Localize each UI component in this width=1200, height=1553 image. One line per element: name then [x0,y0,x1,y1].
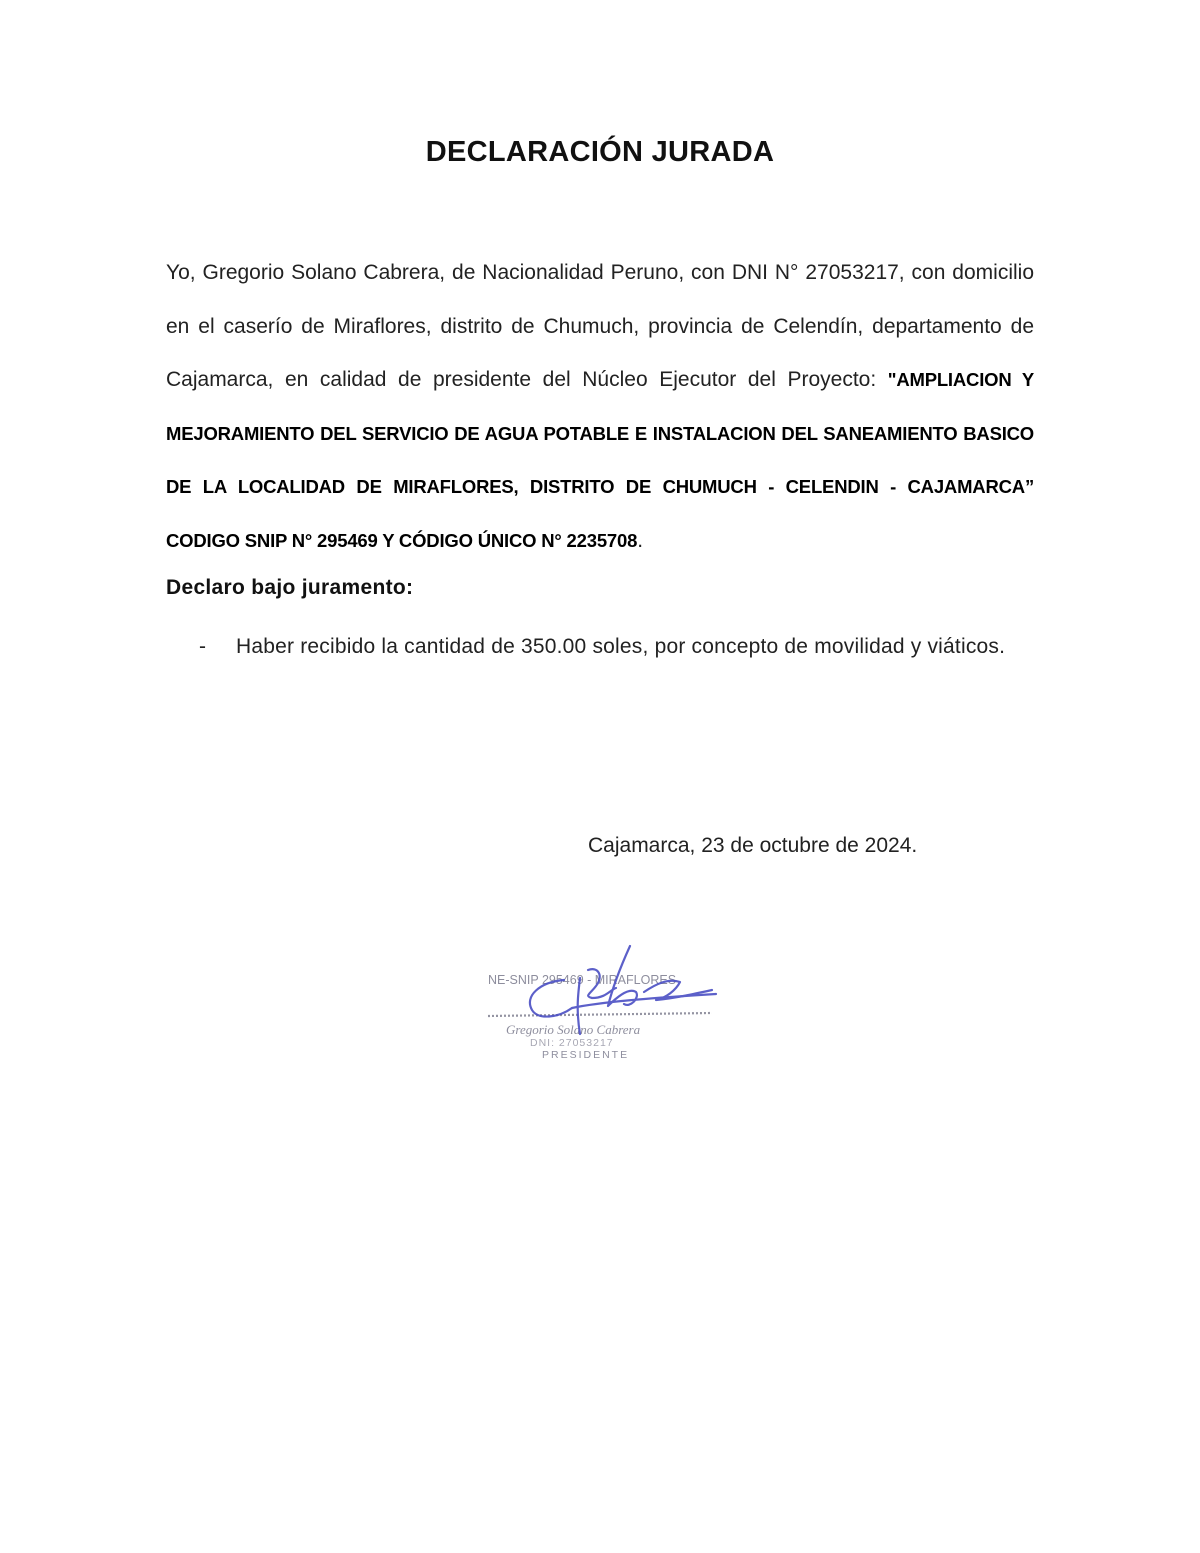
declaration-heading: Declaro bajo juramento: [166,576,414,599]
signature-stamp-icon [480,938,730,1068]
document-title: DECLARACIÓN JURADA [425,136,775,168]
list-item [166,620,1034,674]
list-bullet: - [199,635,206,658]
place-date: Cajamarca, 23 de octubre de 2024. [588,834,918,857]
project-name: "AMPLIACION Y MEJORAMIENTO DEL SERVICIO DE AGUA POTABLE E INSTALACION DEL SANEAMIENTO BASICO DE LA LOCALIDAD DE MIRAFLORES, DISTRITO DE CHUMUCH - CELENDIN - CAJAMARCA” CODIGO SNIP N° 295469 Y CÓDIGO ÚNICO N° 2235708 [166,369,1034,551]
stamp-role: PRESIDENTE [542,1049,630,1061]
paragraph-intro: Yo, Gregorio Solano Cabrera, de Nacionalidad Peruno, con DNI N° 27053217, con domicilio en el caserío de Miraflores, distrito de Chumuch, provincia de Celendín, departamento de Cajamarca, en calidad de presidente del Núcleo Ejecutor del Proyecto: [166,261,1034,391]
stamp-name: Gregorio Solano Cabrera [506,1022,641,1037]
paragraph-end: . [637,528,644,552]
stamp-dni: DNI: 27053217 [530,1037,614,1049]
signature-strokes [530,946,716,1034]
stamp-dotted-line [488,1013,712,1016]
stamp-line1: NE-SNIP 295469 - MIRAFLORES [488,973,677,987]
list-item-text: Haber recibido la cantidad de 350.00 soles, por concepto de movilidad y viáticos. [236,635,1006,658]
declaration-paragraph [166,246,1034,567]
